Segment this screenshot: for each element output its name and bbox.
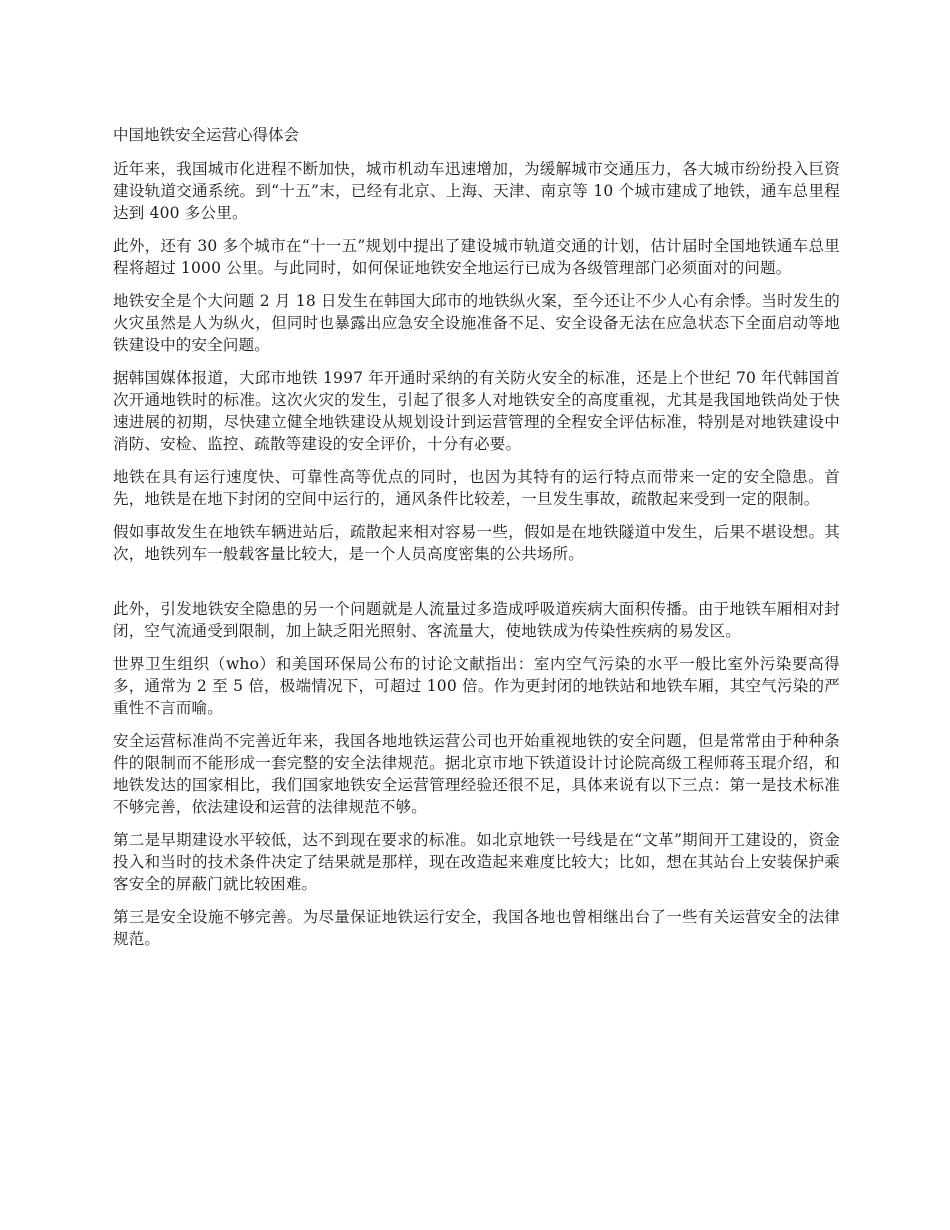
blank-line (113, 576, 840, 598)
paragraph: 近年来，我国城市化进程不断加快，城市机动车迅速增加，为缓解城市交通压力，各大城市纷纷投入巨资建设轨道交通系统。到“十五”末，已经有北京、上海、天津、南京等 10 个城市建成了地铁，通车总里程达到 400 多公里。 (113, 160, 840, 222)
paragraph: 据韩国媒体报道，大邱市地铁 1997 年开通时采纳的有关防火安全的标准，还是上个世纪 70 年代韩国首次开通地铁时的标准。这次火灾的发生，引起了很多人对地铁安全的高度重视，尤其是我国地铁尚处于快速进展的初期，尽快建立健全地铁建设从规划设计到运营管理的全程安全评估标准，特别是对地铁建设中消防、安检、监控、疏散等建设的安全评价，十分有必要。 (113, 369, 840, 453)
paragraph: 此外，引发地铁安全隐患的另一个问题就是人流量过多造成呼吸道疾病大面积传播。由于地铁车厢相对封闭，空气流通受到限制，加上缺乏阳光照射、客流量大，使地铁成为传染性疾病的易发区。 (113, 600, 840, 640)
document-title: 中国地铁安全运营心得体会 (113, 126, 300, 144)
paragraph: 地铁安全是个大问题 2 月 18 日发生在韩国大邱市的地铁纵火案，至今还让不少人心有余悸。当时发生的火灾虽然是人为纵火，但同时也暴露出应急安全设施准备不足、安全设备无法在应急状态下全面启动等地铁建设中的安全问题。 (113, 292, 840, 354)
paragraph: 此外，还有 30 多个城市在“十一五”规划中提出了建设城市轨道交通的计划，估计届时全国地铁通车总里程将超过 1000 公里。与此同时，如何保证地铁安全地运行已成为各级管理部门必须面对的问题。 (113, 237, 840, 277)
paragraph: 地铁在具有运行速度快、可靠性高等优点的同时，也因为其特有的运行特点而带来一定的安全隐患。首先，地铁是在地下封闭的空间中运行的，通风条件比较差，一旦发生事故，疏散起来受到一定的限制。 (113, 468, 840, 508)
paragraph: 安全运营标准尚不完善近年来，我国各地地铁运营公司也开始重视地铁的安全问题，但是常常由于种种条件的限制而不能形成一套完整的安全法律规范。据北京市地下铁道设计讨论院高级工程师蒋玉琨介绍，和地铁发达的国家相比，我们国家地铁安全运营管理经验还很不足，具体来说有以下三点：第一是技术标准不够完善，依法建设和运营的法律规范不够。 (113, 732, 840, 816)
paragraph: 世界卫生组织（who）和美国环保局公布的讨论文献指出：室内空气污染的水平一般比室外污染要高得多，通常为 2 至 5 倍，极端情况下，可超过 100 倍。作为更封闭的地铁站和地铁车厢，其空气污染的严重性不言而喻。 (113, 655, 840, 717)
paragraph: 第三是安全设施不够完善。为尽量保证地铁运行安全，我国各地也曾相继出台了一些有关运营安全的法律规范。 (113, 908, 840, 948)
paragraph: 假如事故发生在地铁车辆进站后，疏散起来相对容易一些，假如是在地铁隧道中发生，后果不堪设想。其次，地铁列车一般载客量比较大，是一个人员高度密集的公共场所。 (113, 523, 840, 563)
paragraph: 第二是早期建设水平较低，达不到现在要求的标准。如北京地铁一号线是在“文革”期间开工建设的，资金投入和当时的技术条件决定了结果就是那样，现在改造起来难度比较大；比如，想在其站台上安装保护乘客安全的屏蔽门就比较困难。 (113, 831, 840, 893)
